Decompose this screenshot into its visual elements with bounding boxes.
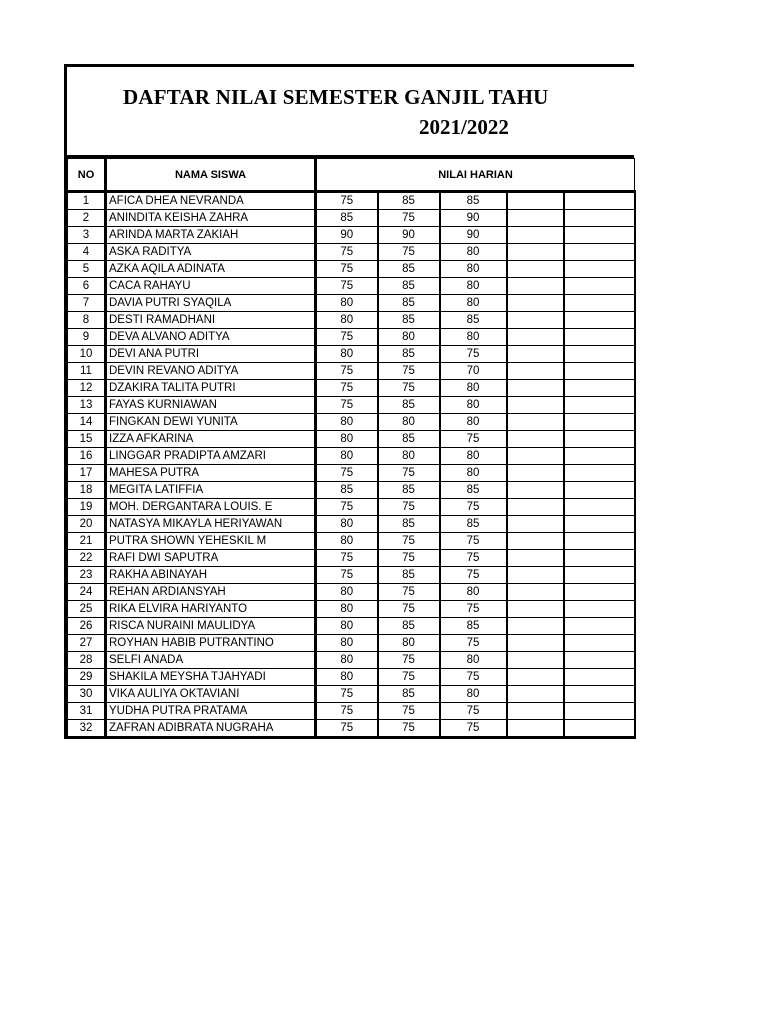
student-name-cell: ANINDITA KEISHA ZAHRA	[106, 210, 316, 227]
row-number-cell: 23	[68, 567, 106, 584]
score-cell-3: 75	[440, 431, 507, 448]
score-cell-4	[507, 312, 564, 329]
table-row	[68, 567, 635, 584]
score-cell-2: 75	[378, 533, 440, 550]
table-row	[68, 652, 635, 669]
score-cell-1: 75	[316, 550, 378, 567]
score-cell-4	[507, 567, 564, 584]
score-cell-5	[564, 346, 635, 363]
score-cell-4	[507, 652, 564, 669]
score-cell-4	[507, 414, 564, 431]
row-number-cell: 4	[68, 244, 106, 261]
table-row	[68, 703, 635, 720]
table-row	[68, 244, 635, 261]
student-name-cell: ARINDA MARTA ZAKIAH	[106, 227, 316, 244]
score-cell-2: 85	[378, 278, 440, 295]
score-cell-1: 80	[316, 652, 378, 669]
score-cell-5	[564, 192, 635, 210]
score-cell-4	[507, 584, 564, 601]
score-cell-3: 80	[440, 686, 507, 703]
sheet-year: 2021/2022	[419, 115, 509, 139]
score-cell-2: 85	[378, 295, 440, 312]
table-row	[68, 686, 635, 703]
sheet-title: DAFTAR NILAI SEMESTER GANJIL TAHU	[123, 85, 549, 109]
header-no: NO	[68, 159, 106, 192]
row-number-cell: 14	[68, 414, 106, 431]
row-number-cell: 1	[68, 192, 106, 210]
score-cell-1: 75	[316, 261, 378, 278]
table-row	[68, 618, 635, 635]
student-name-cell: NATASYA MIKAYLA HERIYAWAN	[106, 516, 316, 533]
score-cell-3: 75	[440, 635, 507, 652]
score-cell-4	[507, 397, 564, 414]
score-cell-1: 80	[316, 312, 378, 329]
score-cell-5	[564, 550, 635, 567]
score-cell-5	[564, 669, 635, 686]
score-cell-2: 85	[378, 567, 440, 584]
table-row	[68, 431, 635, 448]
score-cell-1: 75	[316, 192, 378, 210]
row-number-cell: 25	[68, 601, 106, 618]
score-cell-1: 75	[316, 278, 378, 295]
score-cell-5	[564, 635, 635, 652]
score-cell-5	[564, 244, 635, 261]
score-cell-5	[564, 703, 635, 720]
score-cell-3: 80	[440, 261, 507, 278]
student-name-cell: ROYHAN HABIB PUTRANTINO	[106, 635, 316, 652]
row-number-cell: 16	[68, 448, 106, 465]
score-cell-5	[564, 363, 635, 380]
row-number-cell: 19	[68, 499, 106, 516]
row-number-cell: 17	[68, 465, 106, 482]
score-cell-2: 85	[378, 618, 440, 635]
score-cell-1: 80	[316, 516, 378, 533]
score-cell-4	[507, 244, 564, 261]
score-cell-2: 85	[378, 346, 440, 363]
table-row	[68, 380, 635, 397]
score-cell-4	[507, 431, 564, 448]
score-cell-3: 90	[440, 210, 507, 227]
student-name-cell: MEGITA LATIFFIA	[106, 482, 316, 499]
score-cell-3: 85	[440, 482, 507, 499]
table-row	[68, 499, 635, 516]
table-row	[68, 295, 635, 312]
score-cell-3: 80	[440, 329, 507, 346]
score-cell-5	[564, 516, 635, 533]
table-row	[68, 261, 635, 278]
score-cell-1: 80	[316, 346, 378, 363]
score-cell-1: 80	[316, 295, 378, 312]
score-cell-5	[564, 431, 635, 448]
score-cell-1: 85	[316, 210, 378, 227]
score-cell-2: 75	[378, 720, 440, 738]
row-number-cell: 11	[68, 363, 106, 380]
score-cell-1: 75	[316, 703, 378, 720]
score-cell-4	[507, 618, 564, 635]
row-number-cell: 9	[68, 329, 106, 346]
table-row	[68, 192, 635, 210]
score-cell-2: 80	[378, 329, 440, 346]
table-row	[68, 482, 635, 499]
student-name-cell: ASKA RADITYA	[106, 244, 316, 261]
student-name-cell: MOH. DERGANTARA LOUIS. E	[106, 499, 316, 516]
row-number-cell: 10	[68, 346, 106, 363]
table-row	[68, 669, 635, 686]
score-cell-4	[507, 227, 564, 244]
score-cell-1: 75	[316, 380, 378, 397]
score-cell-5	[564, 227, 635, 244]
score-cell-5	[564, 312, 635, 329]
row-number-cell: 2	[68, 210, 106, 227]
score-cell-3: 75	[440, 703, 507, 720]
score-cell-5	[564, 210, 635, 227]
score-cell-5	[564, 380, 635, 397]
table-row	[68, 414, 635, 431]
header-name: NAMA SISWA	[106, 159, 316, 192]
score-cell-4	[507, 635, 564, 652]
row-number-cell: 21	[68, 533, 106, 550]
score-cell-3: 80	[440, 380, 507, 397]
student-name-cell: CACA RAHAYU	[106, 278, 316, 295]
table-row	[68, 533, 635, 550]
score-cell-4	[507, 210, 564, 227]
score-cell-5	[564, 567, 635, 584]
score-cell-4	[507, 499, 564, 516]
score-cell-3: 75	[440, 499, 507, 516]
row-number-cell: 31	[68, 703, 106, 720]
score-cell-3: 85	[440, 516, 507, 533]
row-number-cell: 22	[68, 550, 106, 567]
table-row	[68, 601, 635, 618]
score-cell-5	[564, 482, 635, 499]
row-number-cell: 3	[68, 227, 106, 244]
score-cell-3: 80	[440, 295, 507, 312]
student-name-cell: DZAKIRA TALITA PUTRI	[106, 380, 316, 397]
score-cell-2: 75	[378, 465, 440, 482]
score-cell-4	[507, 261, 564, 278]
table-row	[68, 363, 635, 380]
score-cell-3: 80	[440, 397, 507, 414]
score-cell-2: 85	[378, 516, 440, 533]
score-cell-3: 80	[440, 448, 507, 465]
score-cell-3: 85	[440, 312, 507, 329]
score-cell-2: 75	[378, 244, 440, 261]
score-cell-4	[507, 346, 564, 363]
score-cell-2: 80	[378, 448, 440, 465]
score-cell-2: 80	[378, 414, 440, 431]
score-cell-3: 80	[440, 465, 507, 482]
row-number-cell: 29	[68, 669, 106, 686]
table-row	[68, 227, 635, 244]
score-cell-3: 75	[440, 567, 507, 584]
score-cell-2: 75	[378, 550, 440, 567]
student-name-cell: FAYAS KURNIAWAN	[106, 397, 316, 414]
student-name-cell: DAVIA PUTRI SYAQILA	[106, 295, 316, 312]
score-cell-2: 75	[378, 363, 440, 380]
score-cell-5	[564, 601, 635, 618]
row-number-cell: 26	[68, 618, 106, 635]
score-cell-4	[507, 686, 564, 703]
title-block	[67, 67, 634, 158]
score-cell-2: 75	[378, 703, 440, 720]
score-cell-1: 90	[316, 227, 378, 244]
score-cell-1: 80	[316, 414, 378, 431]
score-cell-5	[564, 414, 635, 431]
row-number-cell: 7	[68, 295, 106, 312]
student-name-cell: DEVI ANA PUTRI	[106, 346, 316, 363]
table-row	[68, 397, 635, 414]
score-cell-3: 80	[440, 278, 507, 295]
score-cell-3: 85	[440, 192, 507, 210]
table-row	[68, 210, 635, 227]
row-number-cell: 12	[68, 380, 106, 397]
table-row	[68, 346, 635, 363]
score-cell-3: 80	[440, 584, 507, 601]
score-cell-2: 75	[378, 210, 440, 227]
score-cell-3: 75	[440, 669, 507, 686]
score-cell-3: 75	[440, 720, 507, 738]
table-row	[68, 329, 635, 346]
table-row	[68, 465, 635, 482]
student-name-cell: LINGGAR PRADIPTA AMZARI	[106, 448, 316, 465]
score-cell-1: 80	[316, 601, 378, 618]
student-name-cell: PUTRA SHOWN YEHESKIL M	[106, 533, 316, 550]
table-row	[68, 635, 635, 652]
student-name-cell: DESTI RAMADHANI	[106, 312, 316, 329]
score-cell-4	[507, 192, 564, 210]
student-name-cell: RAKHA ABINAYAH	[106, 567, 316, 584]
score-cell-4	[507, 295, 564, 312]
score-cell-2: 75	[378, 380, 440, 397]
score-cell-3: 80	[440, 414, 507, 431]
score-cell-2: 80	[378, 635, 440, 652]
student-name-cell: RAFI DWI SAPUTRA	[106, 550, 316, 567]
score-cell-1: 75	[316, 329, 378, 346]
row-number-cell: 18	[68, 482, 106, 499]
table-row	[68, 312, 635, 329]
score-cell-2: 85	[378, 431, 440, 448]
student-name-cell: IZZA AFKARINA	[106, 431, 316, 448]
student-name-cell: DEVIN REVANO ADITYA	[106, 363, 316, 380]
score-cell-1: 80	[316, 618, 378, 635]
score-cell-1: 80	[316, 584, 378, 601]
score-cell-4	[507, 669, 564, 686]
row-number-cell: 5	[68, 261, 106, 278]
score-cell-2: 90	[378, 227, 440, 244]
score-cell-2: 75	[378, 669, 440, 686]
score-cell-5	[564, 397, 635, 414]
student-name-cell: MAHESA PUTRA	[106, 465, 316, 482]
row-number-cell: 8	[68, 312, 106, 329]
score-cell-5	[564, 329, 635, 346]
student-name-cell: AZKA AQILA ADINATA	[106, 261, 316, 278]
student-name-cell: AFICA DHEA NEVRANDA	[106, 192, 316, 210]
student-name-cell: YUDHA PUTRA PRATAMA	[106, 703, 316, 720]
table-body	[68, 192, 635, 738]
table-row	[68, 720, 635, 738]
student-name-cell: RIKA ELVIRA HARIYANTO	[106, 601, 316, 618]
student-name-cell: REHAN ARDIANSYAH	[106, 584, 316, 601]
student-name-cell: SHAKILA MEYSHA TJAHYADI	[106, 669, 316, 686]
table-row	[68, 448, 635, 465]
score-cell-1: 75	[316, 363, 378, 380]
score-cell-1: 75	[316, 567, 378, 584]
table-row	[68, 516, 635, 533]
score-cell-1: 80	[316, 669, 378, 686]
score-cell-3: 80	[440, 244, 507, 261]
row-number-cell: 13	[68, 397, 106, 414]
student-name-cell: SELFI ANADA	[106, 652, 316, 669]
score-cell-1: 75	[316, 720, 378, 738]
score-cell-2: 85	[378, 192, 440, 210]
score-cell-3: 90	[440, 227, 507, 244]
student-name-cell: DEVA ALVANO ADITYA	[106, 329, 316, 346]
score-cell-4	[507, 448, 564, 465]
row-number-cell: 24	[68, 584, 106, 601]
score-cell-5	[564, 652, 635, 669]
score-cell-2: 85	[378, 397, 440, 414]
row-number-cell: 32	[68, 720, 106, 738]
table-row	[68, 584, 635, 601]
score-cell-3: 75	[440, 346, 507, 363]
score-cell-4	[507, 465, 564, 482]
score-cell-2: 85	[378, 686, 440, 703]
score-cell-1: 75	[316, 397, 378, 414]
score-cell-2: 75	[378, 584, 440, 601]
student-name-cell: VIKA AULIYA OKTAVIANI	[106, 686, 316, 703]
score-cell-4	[507, 363, 564, 380]
score-cell-4	[507, 482, 564, 499]
score-cell-5	[564, 278, 635, 295]
score-cell-5	[564, 686, 635, 703]
score-cell-2: 85	[378, 482, 440, 499]
grades-table	[67, 158, 636, 739]
table-row	[68, 278, 635, 295]
score-cell-2: 85	[378, 261, 440, 278]
score-cell-2: 85	[378, 312, 440, 329]
row-number-cell: 20	[68, 516, 106, 533]
score-cell-1: 75	[316, 499, 378, 516]
score-cell-2: 75	[378, 499, 440, 516]
score-cell-1: 75	[316, 244, 378, 261]
student-name-cell: ZAFRAN ADIBRATA NUGRAHA	[106, 720, 316, 738]
score-cell-4	[507, 601, 564, 618]
score-cell-4	[507, 550, 564, 567]
score-cell-1: 75	[316, 686, 378, 703]
score-cell-3: 80	[440, 652, 507, 669]
student-name-cell: FINGKAN DEWI YUNITA	[106, 414, 316, 431]
score-cell-2: 75	[378, 652, 440, 669]
score-cell-5	[564, 448, 635, 465]
row-number-cell: 27	[68, 635, 106, 652]
score-cell-3: 85	[440, 618, 507, 635]
score-cell-5	[564, 720, 635, 738]
score-cell-1: 80	[316, 533, 378, 550]
grade-sheet	[64, 64, 634, 739]
score-cell-3: 70	[440, 363, 507, 380]
table-row	[68, 550, 635, 567]
row-number-cell: 6	[68, 278, 106, 295]
score-cell-5	[564, 499, 635, 516]
score-cell-4	[507, 516, 564, 533]
student-name-cell: RISCA NURAINI MAULIDYA	[106, 618, 316, 635]
score-cell-1: 80	[316, 448, 378, 465]
score-cell-3: 75	[440, 533, 507, 550]
score-cell-1: 80	[316, 635, 378, 652]
score-cell-5	[564, 261, 635, 278]
score-cell-4	[507, 278, 564, 295]
score-cell-4	[507, 720, 564, 738]
score-cell-2: 75	[378, 601, 440, 618]
row-number-cell: 30	[68, 686, 106, 703]
score-cell-5	[564, 618, 635, 635]
score-cell-5	[564, 533, 635, 550]
score-cell-5	[564, 465, 635, 482]
header-scores: NILAI HARIAN	[316, 159, 635, 192]
score-cell-3: 75	[440, 601, 507, 618]
score-cell-4	[507, 703, 564, 720]
header-row	[68, 159, 635, 192]
row-number-cell: 15	[68, 431, 106, 448]
score-cell-1: 85	[316, 482, 378, 499]
score-cell-4	[507, 533, 564, 550]
score-cell-1: 75	[316, 465, 378, 482]
score-cell-5	[564, 295, 635, 312]
score-cell-5	[564, 584, 635, 601]
score-cell-3: 75	[440, 550, 507, 567]
score-cell-4	[507, 329, 564, 346]
row-number-cell: 28	[68, 652, 106, 669]
score-cell-1: 80	[316, 431, 378, 448]
score-cell-4	[507, 380, 564, 397]
